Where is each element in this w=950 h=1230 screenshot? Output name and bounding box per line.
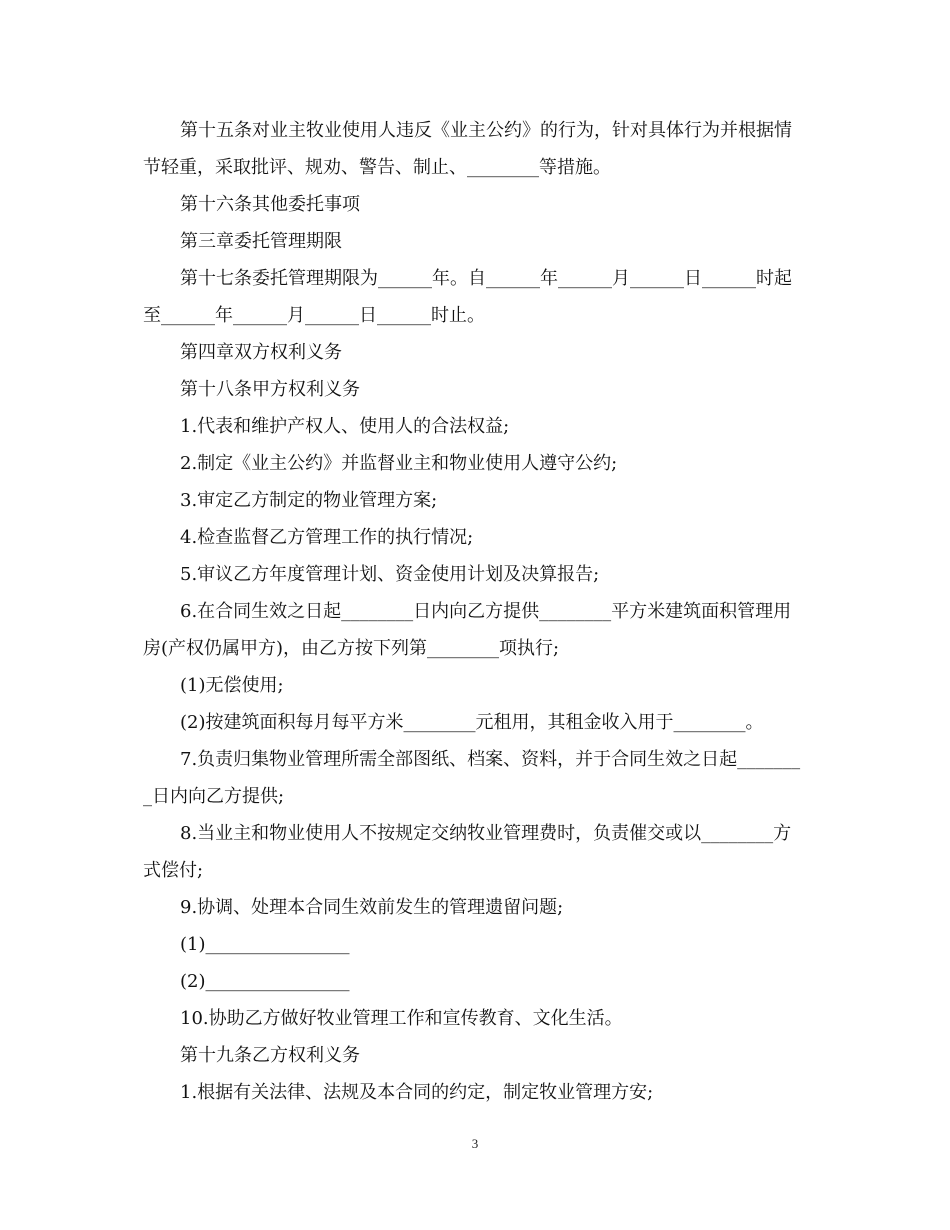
paragraph-article-19: 第十九条乙方权利义务 [180,1045,360,1066]
paragraph-article-15: 第十五条对业主牧业使用人违反《业主公约》的行为，针对具体行为并根据情节轻重，采取批评、规劝、警告、制止、________等措施。 [143,120,792,178]
sub-list-item: (1)________________ [180,934,350,955]
list-item: 1.代表和维护产权人、使用人的合法权益; [180,416,510,437]
sub-list-item: (1)无偿使用; [180,675,284,696]
paragraph-article-17: 第十七条委托管理期限为______年。自______年______月______日______时起至______年______月______日______时止。 [143,268,792,326]
list-item: 2.制定《业主公约》并监督业主和物业使用人遵守公约; [180,453,618,474]
sub-list-item: (2)________________ [180,971,350,992]
sub-list-item: (2)按建筑面积每月每平方米________元租用，其租金收入用于________。 [180,712,764,733]
paragraph-article-18: 第十八条甲方权利义务 [180,379,360,400]
page-number: 3 [471,1136,479,1151]
chapter-3-heading: 第三章委托管理期限 [180,231,342,252]
list-item: 4.检查监督乙方管理工作的执行情况; [180,527,474,548]
paragraph-article-16: 第十六条其他委托事项 [180,194,360,215]
list-item: 8.当业主和物业使用人不按规定交纳牧业管理费时，负责催交或以________方式偿付; [143,823,792,881]
list-item: 5.审议乙方年度管理计划、资金使用计划及决算报告; [180,564,600,585]
list-item: 10.协助乙方做好牧业管理工作和宣传教育、文化生活。 [180,1008,623,1029]
document-body [143,112,808,1111]
list-item: 9.协调、处理本合同生效前发生的管理遗留问题; [180,897,564,918]
chapter-4-heading: 第四章双方权利义务 [180,342,342,363]
list-item: 1.根据有关法律、法规及本合同的约定，制定牧业管理方安; [180,1082,654,1103]
list-item: 3.审定乙方制定的物业管理方案; [180,490,438,511]
list-item: 6.在合同生效之日起________日内向乙方提供________平方米建筑面积管理用房(产权仍属甲方)，由乙方按下列第________项执行; [143,601,792,659]
list-item: 7.负责归集物业管理所需全部图纸、档案、资料，并于合同生效之日起________日内向乙方提供; [143,749,801,807]
